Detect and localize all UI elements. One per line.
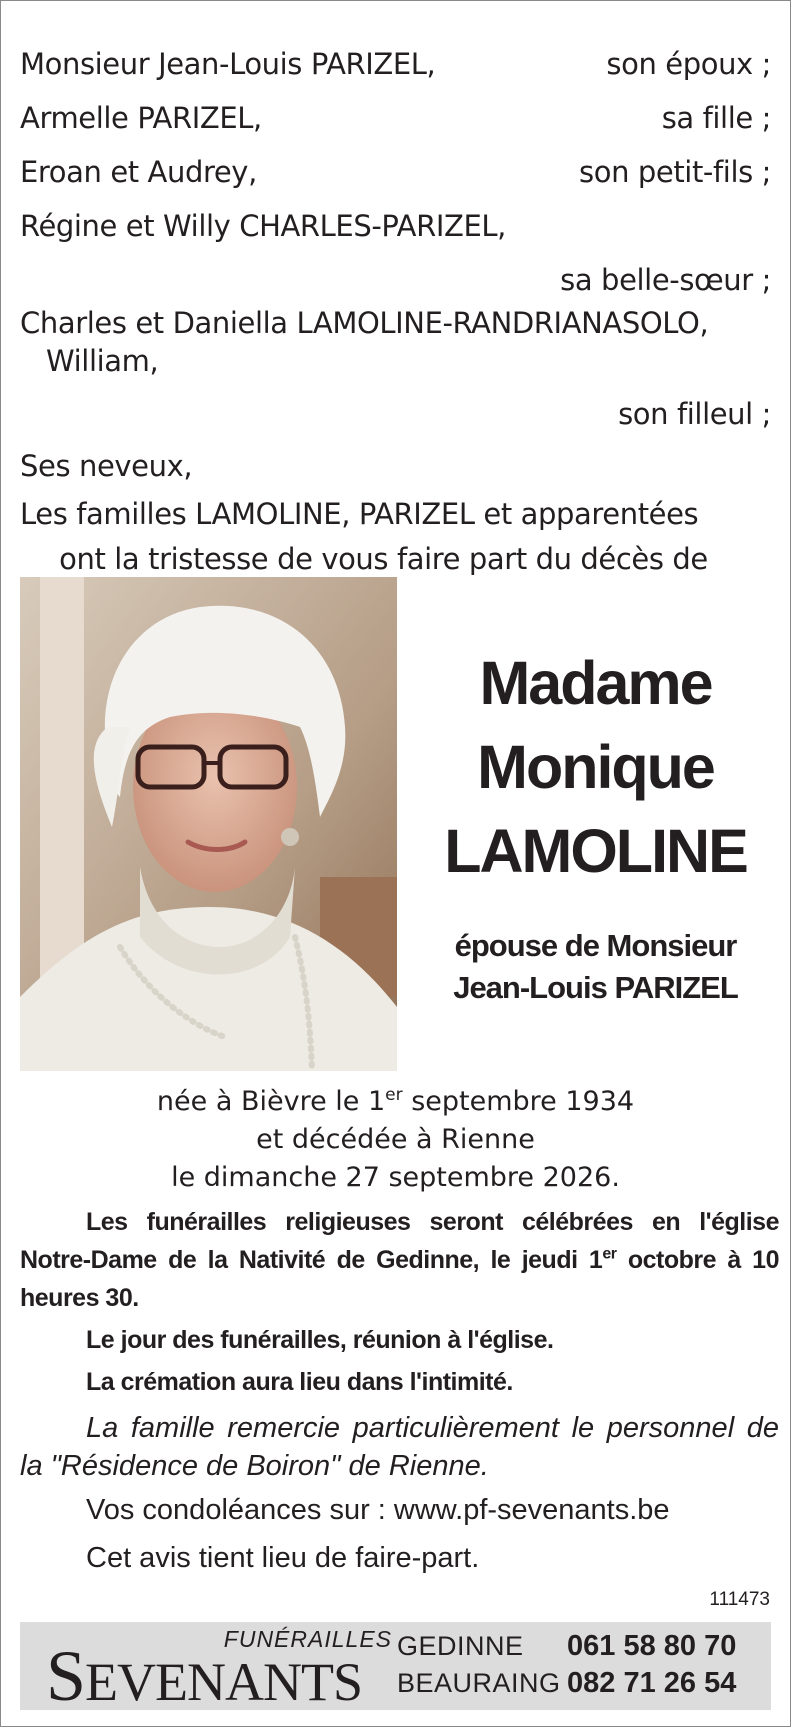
family-relation: sa belle-sœur ; [560,263,771,297]
funeral-details [20,1203,779,1317]
contact-city: GEDINNE [397,1631,524,1661]
deceased-last-name: LAMOLINE [444,817,747,885]
family-name: Eroan et Audrey, [20,155,257,189]
birth-death-dates [1,1083,790,1197]
reference-number: 111473 [709,1589,770,1610]
notice-line: Cet avis tient lieu de faire-part. [86,1542,480,1574]
spouse-line: épouse de Monsieur [454,928,737,963]
family-name: Armelle PARIZEL, [20,101,262,135]
ordinal-suffix: er [385,1085,403,1105]
family-name: Charles et Daniella LAMOLINE-RANDRIANASOLO, [20,306,709,340]
family-row [20,145,771,199]
contact-list [397,1628,736,1702]
logo-rest: EVENANTS [85,1652,363,1712]
family-name-continued: William, [46,344,159,378]
family-row [20,37,771,91]
death-date: le dimanche 27 septembre 2026. [171,1162,620,1193]
portrait-photo [20,577,397,1071]
contact-row [397,1665,736,1702]
logo-initial: S [46,1636,86,1716]
family-relation: son petit-fils ; [579,155,771,189]
family-row [20,91,771,145]
deceased-name [431,641,760,893]
funeral-home-banner [20,1622,771,1716]
funeral-time: octobre à 10 heures 30. [20,1246,779,1312]
contact-phone: 082 71 26 54 [567,1667,737,1699]
family-name: Régine et Willy CHARLES-PARIZEL, [20,209,506,243]
family-list [20,37,771,583]
family-relation: son filleul ; [618,397,771,431]
birth-date: septembre 1934 [402,1086,635,1117]
spouse-info [411,925,780,1009]
families-line: Les familles LAMOLINE, PARIZEL et apparentées [20,497,699,531]
thanks-paragraph: La famille remercie particulièrement le personnel de la "Résidence de Boiron" de Rienne. [20,1412,779,1482]
contact-phone: 061 58 80 70 [567,1630,737,1662]
contact-row [397,1628,736,1665]
deceased-first-name: Monique [477,733,714,801]
condolences-line: Vos condoléances sur : www.pf-sevenants.be [86,1494,670,1526]
logo-subtitle: FUNÉRAILLES [223,1626,392,1652]
death-place: et décédée à Rienne [256,1124,535,1155]
birth-line [1,1083,790,1121]
birth-text: née à Bièvre le 1 [156,1086,386,1117]
announcement-line: ont la tristesse de vous faire part du décès de [59,542,708,576]
spouse-name: Jean-Louis PARIZEL [453,970,738,1005]
nephews-line: Ses neveux, [20,449,193,483]
deceased-title: Madame [479,649,712,717]
funeral-home-logo [46,1626,392,1716]
cremation-line: La crémation aura lieu dans l'intimité. [86,1368,513,1396]
meeting-line: Le jour des funérailles, réunion à l'église. [86,1326,554,1354]
family-relation: son époux ; [606,47,771,81]
funeral-text: Les funérailles religieuses seront célébrées en l'église Notre-Dame de la Nativité de Gedinne, le jeudi 1 [20,1208,779,1274]
family-name: Monsieur Jean-Louis PARIZEL, [20,47,436,81]
contact-city: BEAURAING [397,1668,561,1698]
ordinal-suffix: er [602,1245,617,1263]
family-relation: sa fille ; [661,101,771,135]
portrait-illustration [20,577,397,1071]
